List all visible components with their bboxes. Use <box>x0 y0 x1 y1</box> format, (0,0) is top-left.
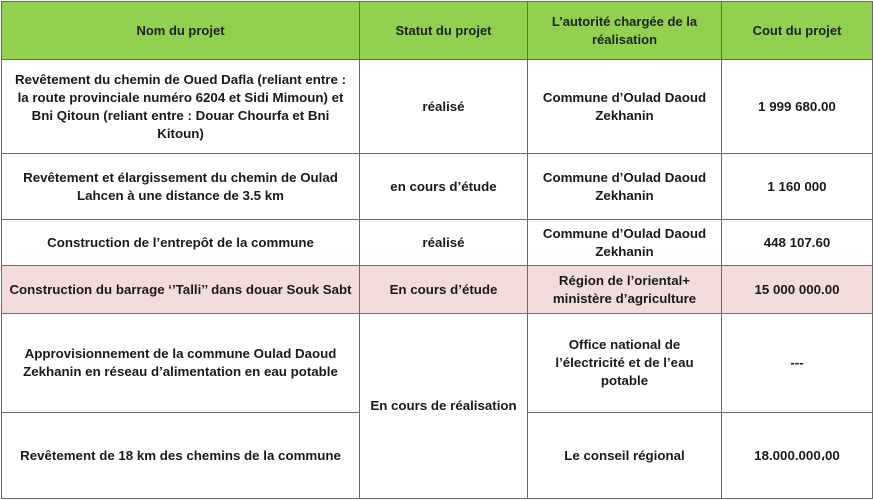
project-status-cell: réalisé <box>360 220 528 266</box>
project-status-cell-merged: En cours de réalisation <box>360 314 528 499</box>
table-header-row <box>2 2 873 60</box>
header-project-status: Statut du projet <box>360 2 528 60</box>
authority-cell: Commune d’Oulad Daoud Zekhanin <box>528 154 722 220</box>
cost-cell: 15 000 000.00 <box>722 266 873 314</box>
project-name-cell: Revêtement de 18 km des chemins de la commune <box>2 413 360 499</box>
project-name-cell: Revêtement du chemin de Oued Dafla (reliant entre : la route provinciale numéro 6204 et Sidi Mimoun) et Bni Qitoun (reliant entre : Douar Chourfa et Bni Kitoun) <box>2 60 360 154</box>
authority-cell: Commune d’Oulad Daoud Zekhanin <box>528 60 722 154</box>
project-status-cell: En cours d’étude <box>360 266 528 314</box>
project-status-cell: réalisé <box>360 60 528 154</box>
cost-cell: --- <box>722 314 873 413</box>
project-status-cell: en cours d’étude <box>360 154 528 220</box>
header-cost: Cout du projet <box>722 2 873 60</box>
authority-cell: Commune d’Oulad Daoud Zekhanin <box>528 220 722 266</box>
table-row <box>2 154 873 220</box>
cost-cell: 18.000.000،00 <box>722 413 873 499</box>
authority-cell: Le conseil régional <box>528 413 722 499</box>
project-name-cell: Construction de l’entrepôt de la commune <box>2 220 360 266</box>
cost-cell: 448 107.60 <box>722 220 873 266</box>
table-row <box>2 60 873 154</box>
project-name-cell: Revêtement et élargissement du chemin de Oulad Lahcen à une distance de 3.5 km <box>2 154 360 220</box>
project-name-cell: Construction du barrage ‘’Talli’’ dans douar Souk Sabt <box>2 266 360 314</box>
table-row-highlighted <box>2 266 873 314</box>
authority-cell: Région de l’oriental+ ministère d’agriculture <box>528 266 722 314</box>
table-row <box>2 314 873 413</box>
cost-cell: 1 999 680.00 <box>722 60 873 154</box>
header-project-name: Nom du projet <box>2 2 360 60</box>
table-row <box>2 220 873 266</box>
authority-cell: Office national de l’électricité et de l’eau potable <box>528 314 722 413</box>
header-authority: L’autorité chargée de la réalisation <box>528 2 722 60</box>
cost-cell: 1 160 000 <box>722 154 873 220</box>
project-name-cell: Approvisionnement de la commune Oulad Daoud Zekhanin en réseau d’alimentation en eau potable <box>2 314 360 413</box>
projects-table <box>1 1 873 499</box>
